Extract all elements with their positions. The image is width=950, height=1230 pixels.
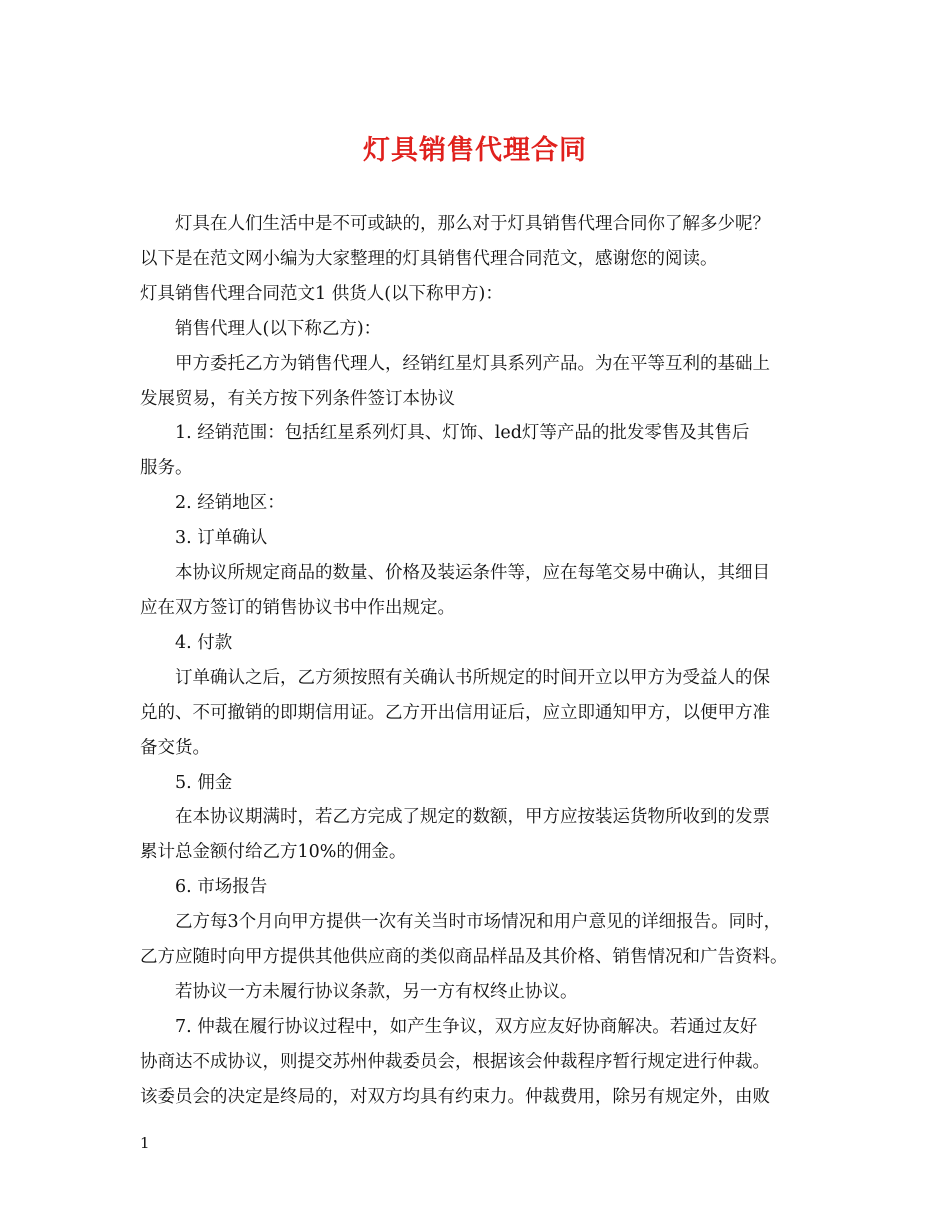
- text-line: 兑的、不可撤销的即期信用证。乙方开出信用证后，应立即通知甲方，以便甲方准: [140, 702, 770, 723]
- document-body: [140, 207, 830, 1115]
- text-line: 5. 佣金: [175, 772, 233, 793]
- text-line: 该委员会的决定是终局的，对双方均具有约束力。仲裁费用，除另有规定外，由败: [140, 1086, 770, 1107]
- text-line: 3. 订单确认: [175, 528, 268, 549]
- text-line: 甲方委托乙方为销售代理人，经销红星灯具系列产品。为在平等互利的基础上: [175, 353, 770, 374]
- text-line: 灯具在人们生活中是不可或缺的，那么对于灯具销售代理合同你了解多少呢？: [175, 214, 770, 234]
- text-line: 4. 付款: [175, 632, 233, 653]
- text-line: 发展贸易，有关方按下列条件签订本协议: [140, 388, 455, 409]
- text-line: 服务。: [140, 458, 193, 479]
- text-line: 若协议一方未履行协议条款，另一方有权终止协议。: [175, 981, 578, 1002]
- text-line: 在本协议期满时，若乙方完成了规定的数额，甲方应按装运货物所收到的发票: [175, 807, 770, 828]
- text-line: 以下是在范文网小编为大家整理的灯具销售代理合同范文，感谢您的阅读。: [140, 248, 718, 269]
- text-line: 累计总金额付给乙方10%的佣金。: [140, 842, 407, 863]
- page-number: 1: [140, 1134, 150, 1152]
- text-line: 6. 市场报告: [175, 877, 268, 898]
- text-line: 销售代理人(以下称乙方)：: [175, 318, 382, 339]
- text-line: 乙方每3个月向甲方提供一次有关当时市场情况和用户意见的详细报告。同时，: [175, 912, 782, 933]
- text-line: 订单确认之后，乙方须按照有关确认书所规定的时间开立以甲方为受益人的保: [175, 667, 770, 688]
- text-line: 1. 经销范围：包括红星系列灯具、灯饰、led灯等产品的批发零售及其售后: [175, 423, 750, 444]
- text-line: 7. 仲裁在履行协议过程中，如产生争议，双方应友好协商解决。若通过友好: [175, 1016, 758, 1037]
- text-line: 协商达不成协议，则提交苏州仲裁委员会，根据该会仲裁程序暂行规定进行仲裁。: [140, 1051, 770, 1072]
- text-line: 灯具销售代理合同范文1 供货人(以下称甲方)：: [140, 283, 503, 304]
- text-line: 2. 经销地区：: [175, 493, 285, 514]
- text-line: 乙方应随时向甲方提供其他供应商的类似商品样品及其价格、销售情况和广告资料。: [140, 947, 788, 968]
- text-line: 应在双方签订的销售协议书中作出规定。: [140, 597, 455, 618]
- text-line: 备交货。: [140, 737, 210, 758]
- document-title: 灯具销售代理合同: [363, 135, 587, 166]
- text-line: 本协议所规定商品的数量、价格及装运条件等，应在每笔交易中确认，其细目: [175, 563, 770, 584]
